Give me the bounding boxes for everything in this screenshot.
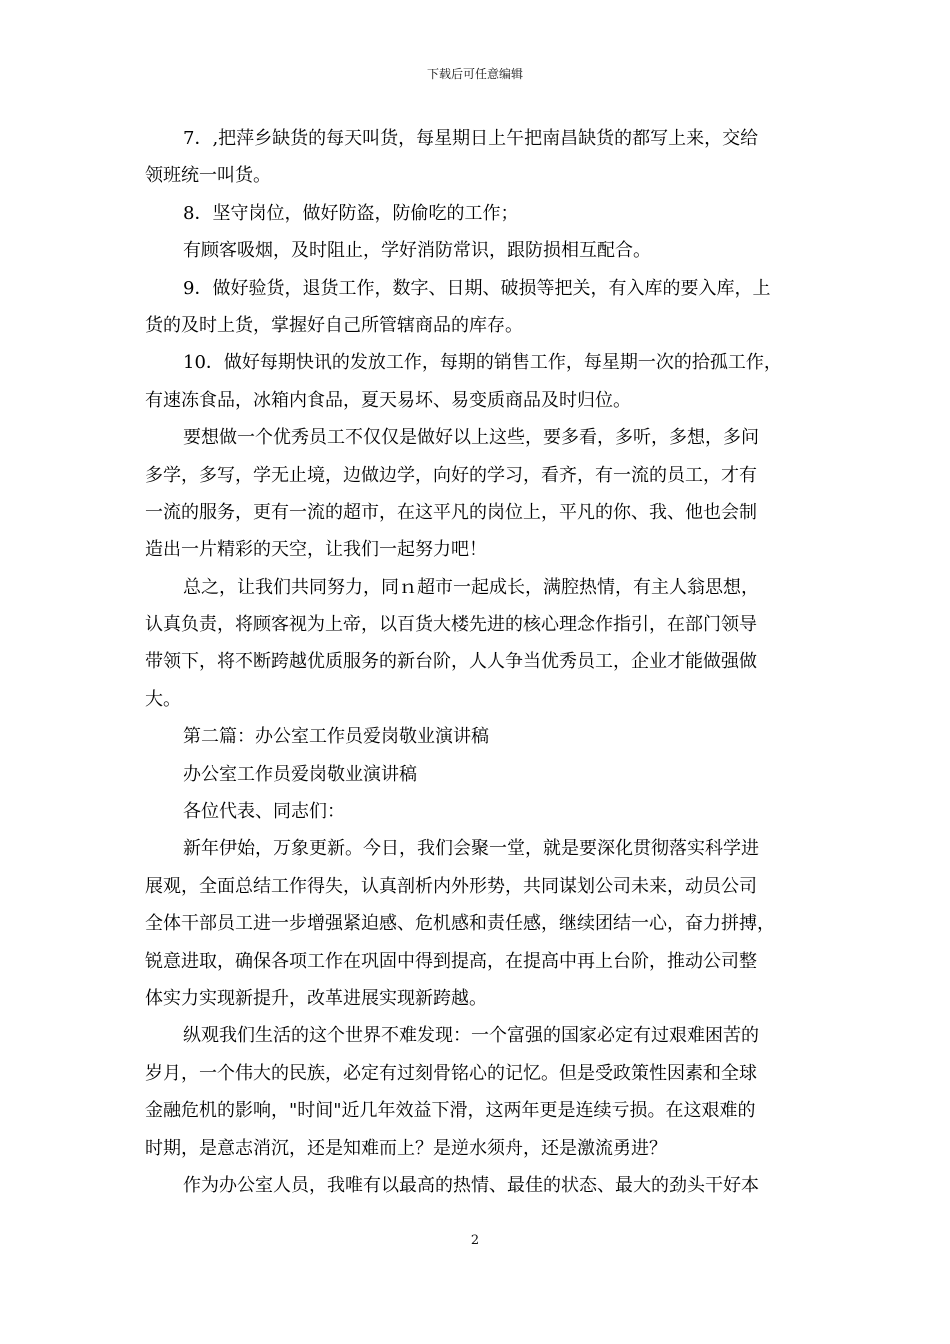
text-line: 时期，是意志消沉，还是知难而上？是逆水须舟，还是激流勇进？: [145, 1137, 667, 1159]
text-line: 10．做好每期快讯的发放工作，每期的销售工作，每星期一次的拾孤工作，: [183, 352, 782, 374]
text-line: 岁月，一个伟大的民族，必定有过刻骨铭心的记忆。但是受政策性因素和全球: [145, 1062, 757, 1084]
page-header: 下载后可任意编辑: [426, 67, 523, 81]
text-line: 货的及时上货，掌握好自己所管辖商品的库存。: [145, 314, 523, 336]
text-line: 认真负责，将顾客视为上帝，以百货大楼先进的核心理念作指引，在部门领导: [145, 614, 757, 636]
text-line: 8．坚守岗位，做好防盗，防偷吃的工作；: [183, 202, 519, 224]
text-line: 要想做一个优秀员工不仅仅是做好以上这些，要多看，多听，多想，多问: [183, 427, 759, 449]
text-line: 领班统一叫货。: [145, 165, 271, 187]
text-line: 纵观我们生活的这个世界不难发现：一个富强的国家必定有过艰难困苦的: [183, 1025, 759, 1047]
text-line: 有顾客吸烟，及时阻止，学好消防常识，跟防损相互配合。: [183, 240, 651, 262]
text-line: 新年伊始，万象更新。今日，我们会聚一堂，就是要深化贯彻落实科学进: [183, 838, 759, 860]
page-number: 2: [470, 1233, 480, 1248]
text-line: 大。: [145, 688, 181, 710]
text-line: 金融危机的影响，"时间"近几年效益下滑，这两年更是连续亏损。在这艰难的: [145, 1100, 756, 1122]
text-line: 第二篇：办公室工作员爱岗敬业演讲稿: [183, 726, 489, 748]
text-line: 有速冻食品，冰箱内食品，夏天易坏、易变质商品及时归位。: [145, 389, 631, 411]
text-line: 展观，全面总结工作得失，认真剖析内外形势，共同谋划公司未来，动员公司: [145, 875, 757, 897]
text-line: 各位代表、同志们：: [183, 801, 345, 823]
text-line: 带领下，将不断跨越优质服务的新台阶，人人争当优秀员工，企业才能做强做: [145, 651, 757, 673]
document-body: [145, 120, 807, 1204]
text-line: 一流的服务，更有一流的超市，在这平凡的岗位上，平凡的你、我、他也会制: [145, 501, 757, 523]
text-line: 多学，多写，学无止境，边做边学，向好的学习，看齐，有一流的员工，才有: [145, 464, 757, 486]
text-line: 作为办公室人员，我唯有以最高的热情、最佳的状态、最大的劲头干好本: [183, 1174, 759, 1196]
text-line: 体实力实现新提升，改革进展实现新跨越。: [145, 987, 487, 1009]
text-line: 9．做好验货，退货工作，数字、日期、破损等把关，有入库的要入库，上: [183, 277, 771, 299]
text-line: 7．,把萍乡缺货的每天叫货，每星期日上午把南昌缺货的都写上来，交给: [183, 128, 759, 149]
text-line: 锐意进取，确保各项工作在巩固中得到提高，在提高中再上台阶，推动公司整: [145, 950, 757, 972]
text-line: 总之，让我们共同努力，同ｎ超市一起成长，满腔热情，有主人翁思想，: [183, 576, 759, 598]
text-line: 造出一片精彩的天空，让我们一起努力吧！: [145, 539, 487, 561]
text-line: 办公室工作员爱岗敬业演讲稿: [183, 763, 417, 785]
text-line: 全体干部员工进一步增强紧迫感、危机感和责任感，继续团结一心，奋力拼搏，: [145, 913, 775, 935]
